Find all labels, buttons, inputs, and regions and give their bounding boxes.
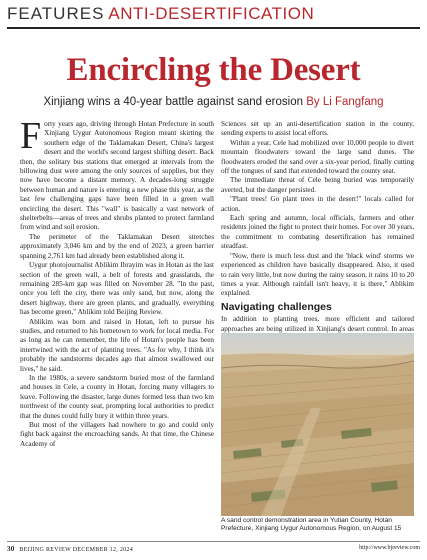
body-paragraph [20, 115, 214, 233]
body-paragraph: Ablikim was born and raised in Hotan, left to pursue his studies, and returned to his hometown to work for local media. For as long as he can remember, the life of Hotan's people has been intertwined with the act of planting trees. "As for why, I think it's probably the sandstorms decades ago that almost swallowed our lives," he said. [20, 317, 214, 373]
publication-info: BEIJING REVIEW DECEMBER 12, 2024 [19, 547, 134, 553]
body-paragraph: But most of the villagers had nowhere to go and could only fight back against the encroaching sands. At that time, the Chinese Academy of [20, 421, 214, 448]
subheadline-row [0, 96, 427, 108]
photo-caption: A sand control demonstration area in Yutian County, Hotan Prefecture, Xinjiang Uygur Autonomous Region, on August 15 [221, 517, 402, 533]
body-paragraph: The immediate threat of Cele being buried was temporarily averted, but the danger persisted. [221, 176, 414, 194]
body-paragraph: In addition to planting trees, more efficient and tailored approaches are being utilized in Xinjiang's desert control. In areas [221, 315, 414, 333]
body-paragraph: Within a year, Cele had mobilized over 10,000 people to divert mountain floodwaters toward the large sand dunes. The floodwaters eroded the sand over a six-year period, finally cutting off the tongues of sand that extended toward the county seat. [221, 138, 414, 176]
footer-url: http://www.bjreview.com [359, 545, 420, 551]
desert-photo [221, 333, 414, 516]
body-paragraph: Sciences set up an anti-desertification station in the county, sending experts to assist local efforts. [221, 120, 414, 138]
subsection-heading: Navigating challenges [221, 300, 332, 313]
body-paragraph: In the 1980s, a severe sandstorm buried most of the farmland and houses in Cele, a county in Hotan, forcing many villagers to leave. Following the disaster, large dunes formed less than two km northwest of the county seat, prompting local authorities to predict that the dunes could fully bury it within three years. [20, 373, 214, 420]
footer-left [7, 545, 133, 553]
section-header [7, 4, 420, 24]
body-paragraph: Each spring and autumn, local officials, farmers and other residents joined the fight to protect their homes. For over 30 years, the commitment to combating desertification has remained steadfast. [221, 214, 414, 251]
page-number: 30 [7, 545, 15, 553]
dropcap: F [20, 115, 42, 157]
body-paragraph: Uygur photojournalist Ablikim Ibrayim was in Hotan as the last section of the green wall, a belt of forests and grasslands, the remaining 285-km gap was filled on November 28. "In the past, once you left the city, there was only sand, but now, along the desert highway, there are green plants, and gradually, everything has become green," Ablikim told Beijing Review. [20, 261, 214, 317]
section-label: FEATURES [7, 4, 105, 23]
headline: Encircling the Desert [66, 52, 361, 88]
body-paragraph: The perimeter of the Taklamakan Desert stretches approximately 3,046 km and by the end of 2023, a green barrier spanning 2,761 km had already been established along it. [20, 232, 214, 260]
body-paragraph: "Plant trees! Go plant trees in the desert!" locals called for action. [221, 195, 414, 213]
paragraph-text: orty years ago, driving through Hotan Prefecture in south Xinjiang Uygur Autonomous Region meant skirting the southern edge of the Taklamakan Desert, China's largest desert and the world's second largest shifting desert. Back then, the solitary bus stations that emerged at intervals from the billowing dust were among the only sources of supplies, but they now have become a distant memory. A decades-long struggle between human and nature is entering a new phase this year, as the last few challenging gaps have been filled in a green wall encircling the desert. This "wall" is basically a vast network of shelterbelts—areas of trees and shrubs planted to protect farmland from wind and soil erosion. [20, 120, 214, 232]
body-paragraph: "Now, there is much less dust and the 'black wind' storms we experienced as children have basically disappeared. Also, it used to rain very little, but now during the rainy season, it rains 10 to 20 times a year. Although rainfall isn't heavy, it is there," Ablikim explained. [221, 251, 414, 298]
byline: By Li Fangfang [306, 96, 384, 108]
header-rule [7, 27, 420, 29]
subheadline: Xinjiang wins a 40-year battle against sand erosion [43, 96, 303, 108]
section-sublabel: ANTI-DESERTIFICATION [108, 4, 315, 23]
footer-rule [7, 541, 420, 542]
left-column [20, 115, 214, 449]
